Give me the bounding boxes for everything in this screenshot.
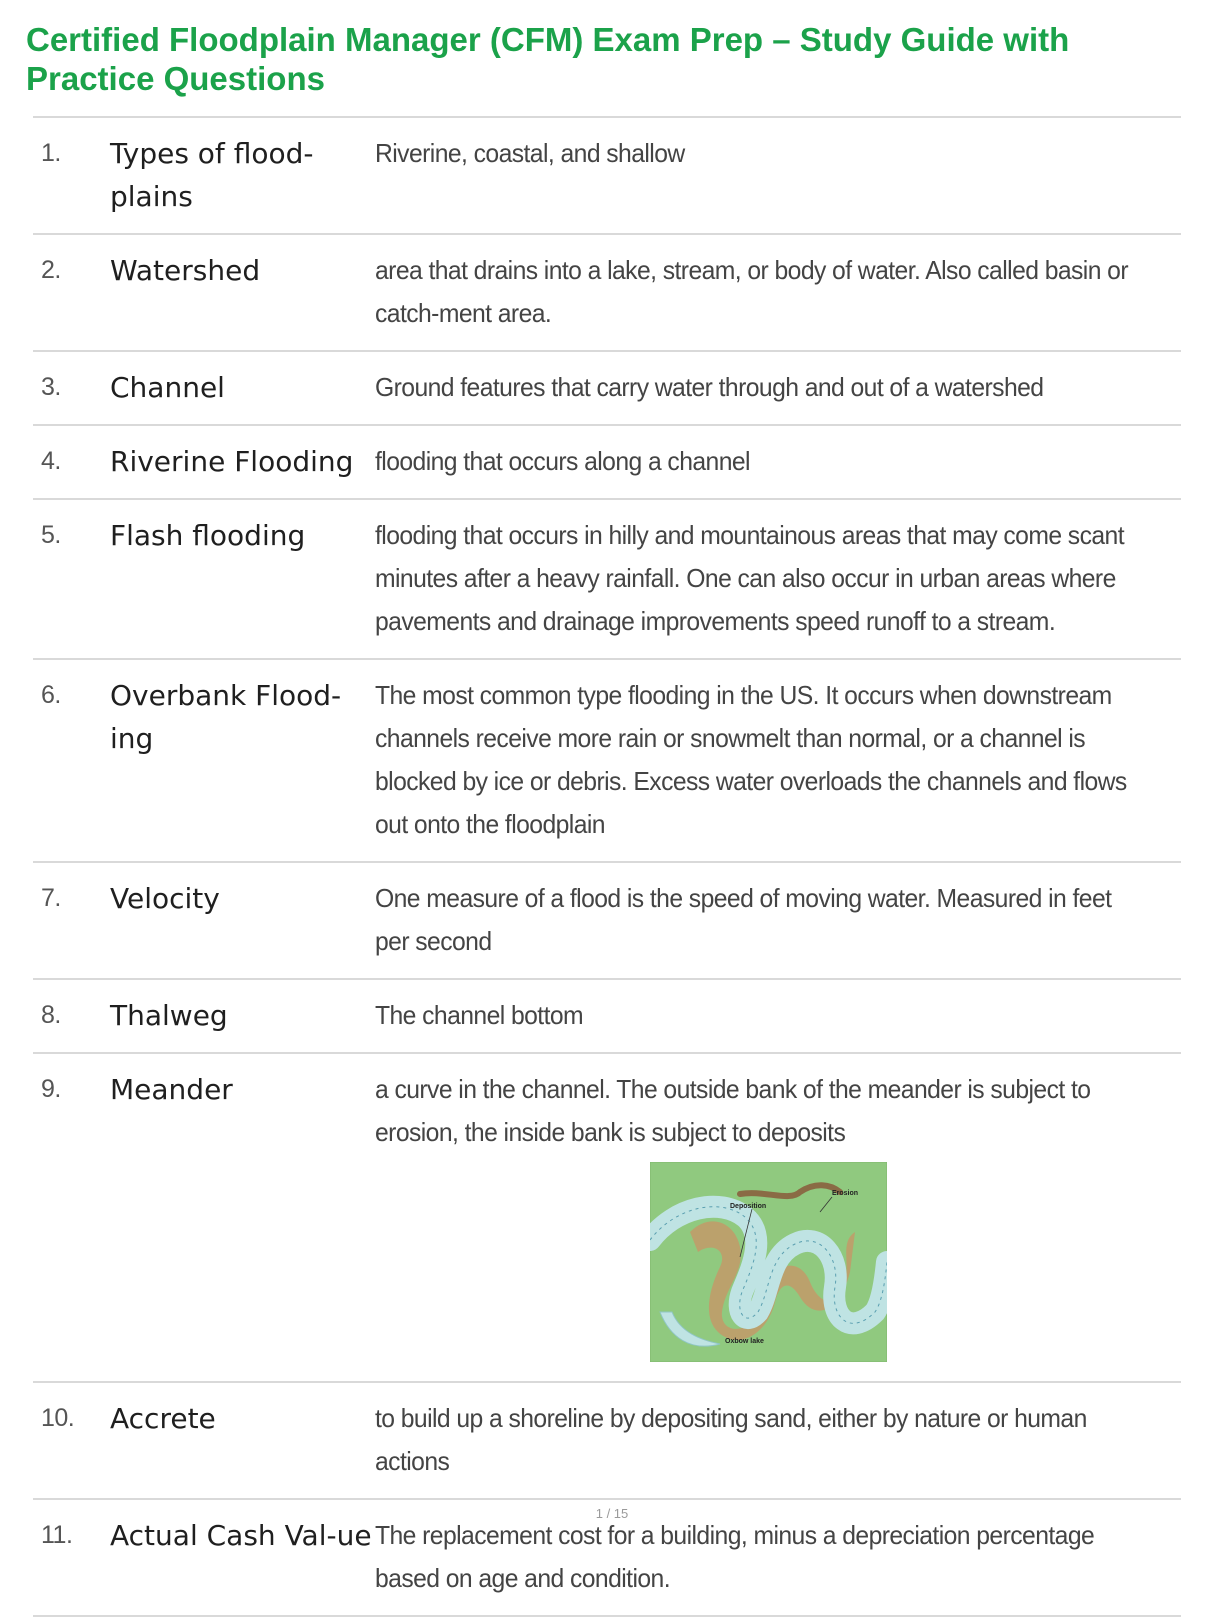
term-definition: Ground features that carry water through and out of a watershed <box>375 372 1044 402</box>
term-label: Types of flood-plains <box>110 137 314 213</box>
term-definition: to build up a shoreline by depositing sand, either by nature or human actions <box>375 1403 1087 1476</box>
row-number: 9. <box>41 1075 61 1103</box>
table-row <box>33 660 1181 863</box>
table-row <box>33 1054 1181 1383</box>
table-row <box>33 1383 1181 1500</box>
table-row <box>33 352 1181 426</box>
page-number: 1 / 15 <box>595 1506 629 1521</box>
term-definition: Riverine, coastal, and shallow <box>375 138 685 168</box>
row-number: 1. <box>41 139 61 167</box>
term-label: Flash flooding <box>110 519 306 552</box>
table-row <box>33 980 1181 1054</box>
term-definition: area that drains into a lake, stream, or body of water. Also called basin or catch-ment area. <box>375 255 1129 328</box>
row-number: 4. <box>41 447 61 475</box>
table-row <box>33 118 1181 235</box>
row-number: 2. <box>41 256 61 284</box>
term-definition: flooding that occurs along a channel <box>375 446 750 476</box>
erosion-label: Erosion <box>832 1190 859 1197</box>
deposition-label: Deposition <box>730 1203 767 1210</box>
term-definition: The most common type flooding in the US. It occurs when downstream channels receive more rain or snowmelt than normal, or a channel is blocked by ice or debris. Excess water overloads the channels and flows out onto the floodplain <box>375 680 1127 839</box>
term-label: Watershed <box>110 254 261 287</box>
term-label: Actual Cash Val-ue <box>110 1519 372 1552</box>
table-row <box>33 235 1181 352</box>
row-number: 6. <box>41 681 61 709</box>
oxbow-label: Oxbow lake <box>725 1338 764 1345</box>
term-label: Riverine Flooding <box>110 445 354 478</box>
table-row <box>33 500 1181 660</box>
row-number: 8. <box>41 1001 61 1029</box>
row-number: 11. <box>41 1521 73 1549</box>
meander-diagram <box>650 1162 887 1362</box>
term-definition: a curve in the channel. The outside bank of the meander is subject to erosion, the inside bank is subject to deposits <box>375 1074 1091 1147</box>
term-label: Thalweg <box>110 999 228 1032</box>
term-label: Channel <box>110 371 225 404</box>
row-number: 10. <box>41 1404 75 1432</box>
row-number: 5. <box>41 521 61 549</box>
terms-table <box>33 116 1181 1617</box>
table-row <box>33 863 1181 980</box>
term-definition: The channel bottom <box>375 1000 584 1030</box>
term-definition: flooding that occurs in hilly and mountainous areas that may come scant minutes after a heavy rainfall. One can also occur in urban areas where pavements and drainage improvements speed runoff to a stream. <box>375 520 1125 636</box>
definition-with-figure <box>375 1068 1181 1366</box>
term-label: Accrete <box>110 1402 216 1435</box>
term-label: Meander <box>110 1073 233 1106</box>
row-number: 7. <box>41 884 61 912</box>
table-row <box>33 426 1181 500</box>
row-number: 3. <box>41 373 61 401</box>
term-definition: One measure of a flood is the speed of moving water. Measured in feet per second <box>375 883 1112 956</box>
page-title: Certified Floodplain Manager (CFM) Exam Prep – Study Guide with Practice Questions <box>26 21 1070 97</box>
term-definition: The replacement cost for a building, minus a depreciation percentage based on age and condition. <box>375 1520 1095 1593</box>
term-label: Velocity <box>110 882 220 915</box>
term-label: Overbank Flood-ing <box>110 679 342 755</box>
